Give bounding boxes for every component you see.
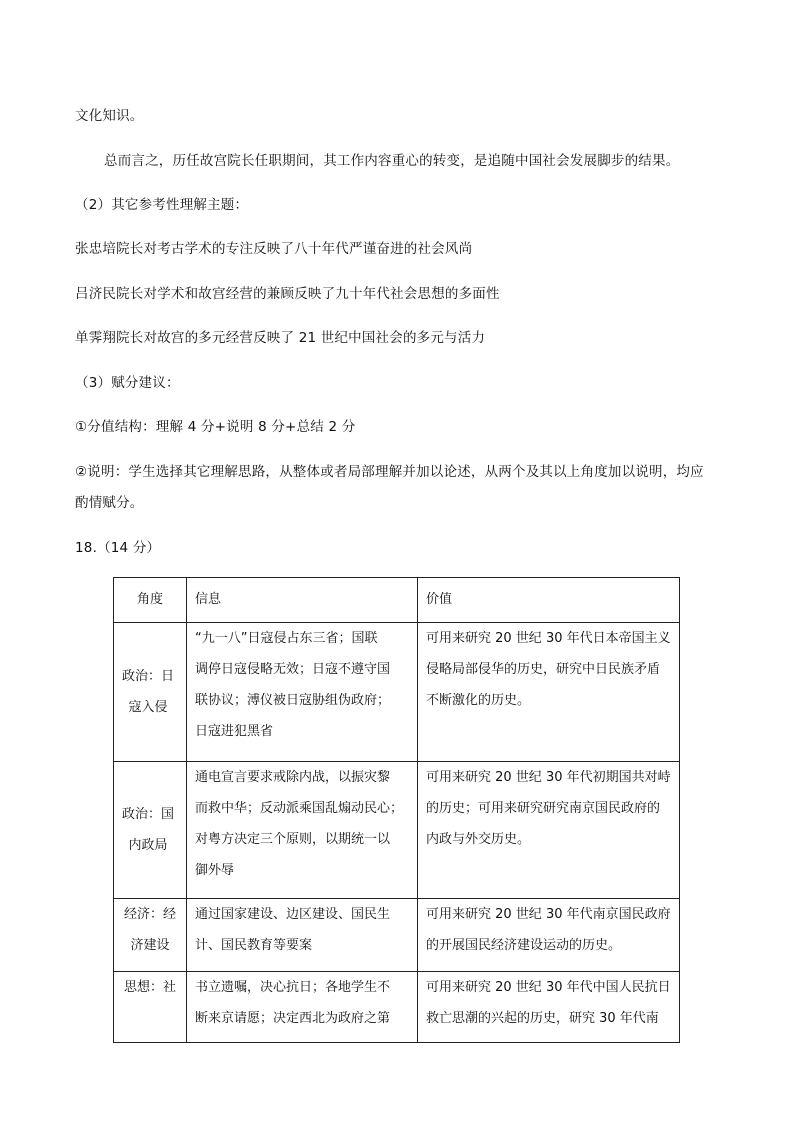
info-cell: [187, 623, 418, 762]
info-cell: [187, 899, 418, 972]
angle-text: 寇入侵: [128, 700, 168, 715]
value-cell: [418, 899, 680, 972]
value-cell: [418, 762, 680, 899]
value-line: 侵略局部侵华的历史，研究中日民族矛盾: [426, 662, 661, 677]
info-line: “九一八”日寇侵占东三省；国联: [195, 631, 378, 646]
value-line: 救亡思潮的兴起的历史，研究 30 年代南: [426, 1011, 659, 1026]
paragraph-1: 文化知识。: [75, 108, 144, 124]
angle-text: 思想：社: [123, 980, 176, 995]
info-line: 书立遗嘱，决心抗日；各地学生不: [195, 980, 391, 995]
value-line: 可用来研究 20 世纪 30 年代日本帝国主义: [426, 631, 671, 646]
angle-text: 政治：日: [122, 669, 175, 684]
info-line: 对粤方决定三个原则，以期统一以: [195, 832, 391, 847]
paragraph-summary: 总而言之，历任故宫院长任职期间，其工作内容重心的转变，是追随中国社会发展脚步的结果。: [104, 153, 680, 169]
question-18-heading: 18.（14 分）: [75, 540, 161, 556]
header-value: 价值: [418, 578, 680, 623]
answer-table: [113, 577, 680, 1043]
paragraph-note-line1: ②说明：学生选择其它理解思路，从整体或者局部理解并加以论述，从两个及其以上角度加以说明，均应: [75, 464, 704, 480]
value-line: 的历史；可用来研究研究南京国民政府的: [426, 801, 661, 816]
value-line: 可用来研究 20 世纪 30 年代初期国共对峙: [426, 770, 671, 785]
paragraph-heading-3: （3）赋分建议：: [75, 375, 180, 391]
header-angle: 角度: [114, 578, 187, 623]
paragraph-zhang: 张忠培院长对考古学术的专注反映了八十年代严谨奋进的社会风尚: [75, 241, 473, 257]
paragraph-shan: 单霁翔院长对故宫的多元经营反映了 21 世纪中国社会的多元与活力: [75, 330, 486, 346]
info-line: 而救中华；反动派乘国乱煽动民心；: [195, 801, 404, 816]
info-line: 调停日寇侵略无效；日寇不遵守国: [195, 662, 391, 677]
angle-cell: [114, 623, 187, 762]
info-cell: [187, 762, 418, 899]
header-info: 信息: [187, 578, 418, 623]
angle-text: 内政局: [128, 838, 168, 853]
table-row: [114, 972, 680, 1043]
angle-cell: [114, 762, 187, 899]
value-cell: [418, 972, 680, 1043]
info-line: 通电宣言要求戒除内战，以振灾黎: [195, 770, 391, 785]
angle-text: 济建设: [130, 938, 170, 953]
angle-cell: [114, 972, 187, 1043]
paragraph-note-line2: 酌情赋分。: [75, 495, 144, 511]
value-cell: [418, 623, 680, 762]
info-line: 日寇进犯黑省: [195, 724, 274, 739]
table-header-row: [114, 578, 680, 623]
table-row: [114, 899, 680, 972]
info-line: 通过国家建设、边区建设、国民生: [195, 907, 391, 922]
paragraph-score-structure: ①分值结构：理解 4 分+说明 8 分+总结 2 分: [75, 419, 356, 435]
paragraph-heading-2: （2）其它参考性理解主题：: [75, 197, 249, 213]
info-line: 计、国民教育等要案: [195, 938, 313, 953]
value-line: 不断激化的历史。: [426, 693, 531, 708]
value-line: 可用来研究 20 世纪 30 年代中国人民抗日: [426, 980, 671, 995]
info-line: 联协议；溥仪被日寇胁组伪政府；: [195, 693, 391, 708]
angle-text: 经济：经: [123, 907, 176, 922]
angle-cell: [114, 899, 187, 972]
value-line: 可用来研究 20 世纪 30 年代南京国民政府: [426, 907, 671, 922]
angle-text: 政治：国: [122, 807, 175, 822]
info-line: 御外辱: [195, 863, 235, 878]
table-row: [114, 762, 680, 899]
info-line: 断来京请愿；决定西北为政府之第: [195, 1011, 391, 1026]
value-line: 内政与外交历史。: [426, 832, 531, 847]
paragraph-lv: 吕济民院长对学术和故宫经营的兼顾反映了九十年代社会思想的多面性: [75, 286, 500, 302]
info-cell: [187, 972, 418, 1043]
value-line: 的开展国民经济建设运动的历史。: [426, 938, 622, 953]
table-row: [114, 623, 680, 762]
